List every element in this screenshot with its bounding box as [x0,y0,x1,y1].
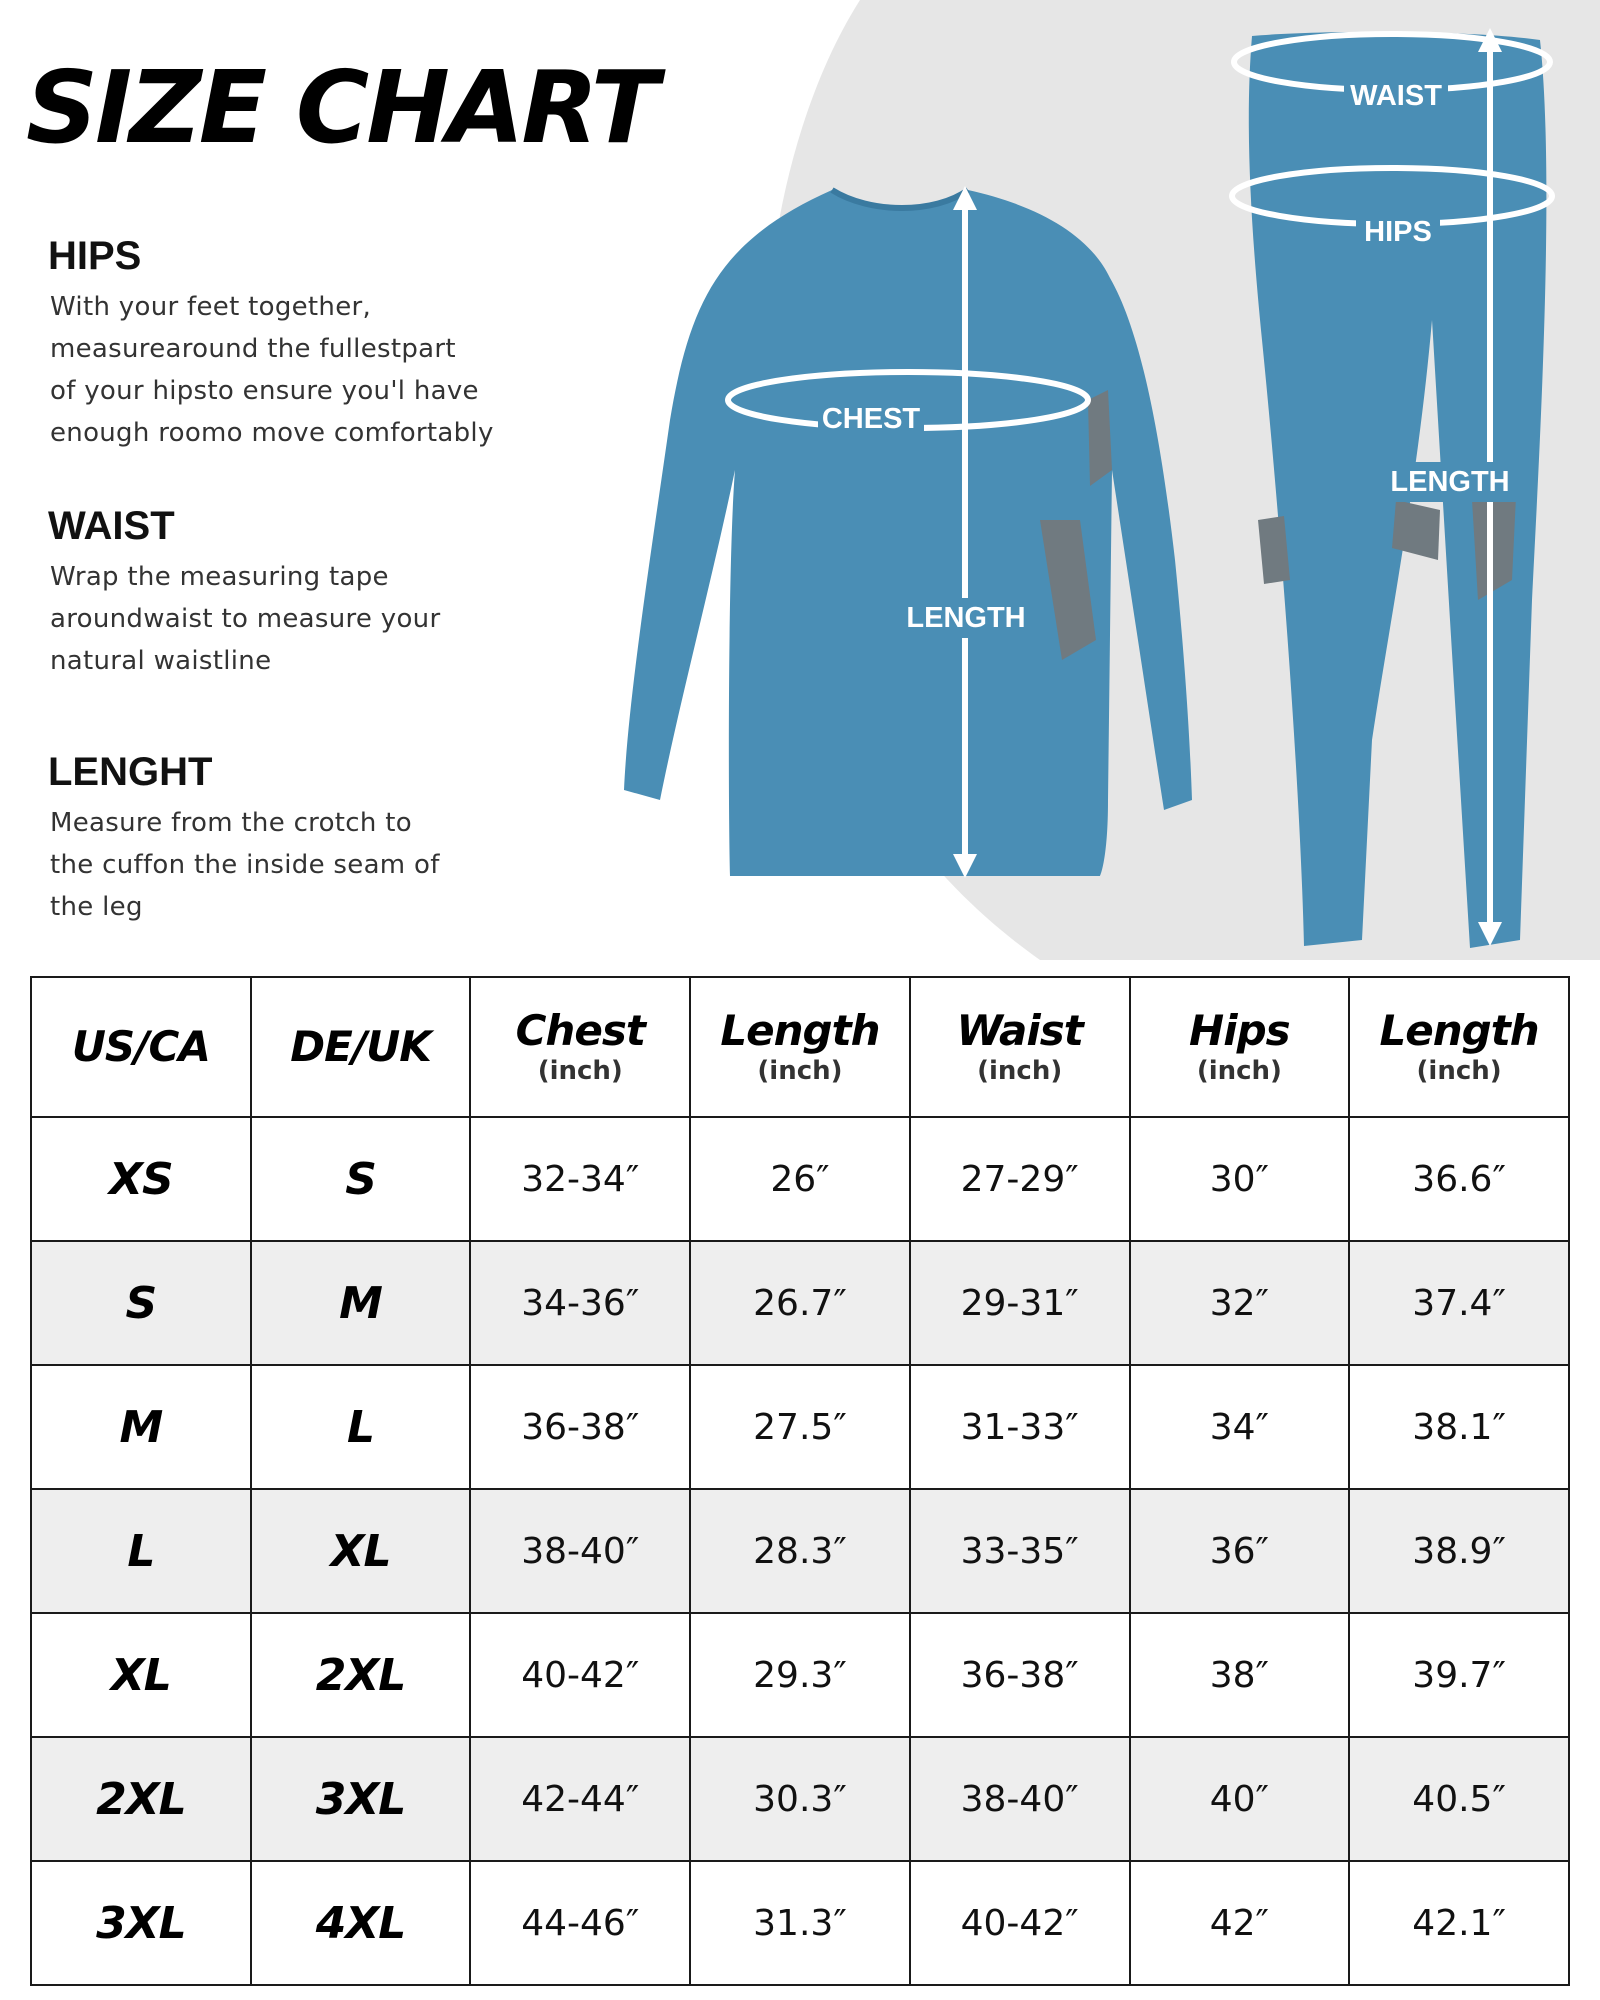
waist-cell: 31-33″ [910,1365,1130,1489]
hips-cell: 32″ [1130,1241,1350,1365]
hips-cell: 40″ [1130,1737,1350,1861]
waist-line: aroundwaist to measure your [50,604,441,634]
chest-cell: 44-46″ [470,1861,690,1985]
hips-label: HIPS [1364,216,1432,248]
header-label: DE/UK [290,1021,431,1071]
page-title: SIZE CHART [26,49,657,166]
header-label: Waist [956,1005,1083,1055]
shirt-length-cell: 30.3″ [690,1737,910,1861]
chest-cell: 36-38″ [470,1365,690,1489]
header-unit: (inch) [1416,1056,1502,1087]
garment-illustration [0,0,1600,980]
uk-size-cell: M [251,1241,471,1365]
hips-heading: HIPS [48,234,142,278]
shirt-length-cell: 26″ [690,1117,910,1241]
length-heading: LENGHT [48,750,213,794]
us-size-cell: 3XL [31,1861,251,1985]
header-unit: (inch) [1196,1056,1282,1087]
hips-cell: 38″ [1130,1613,1350,1737]
shirt-length-cell: 31.3″ [690,1861,910,1985]
shirt-length-cell: 26.7″ [690,1241,910,1365]
header-cell [910,977,1130,1117]
pants-length-cell: 37.4″ [1349,1241,1569,1365]
us-size-cell: S [31,1241,251,1365]
waist-heading: WAIST [48,504,175,548]
waist-cell: 27-29″ [910,1117,1130,1241]
hips-line: With your feet together, [50,292,372,322]
waist-line: Wrap the measuring tape [50,562,389,592]
length-line: Measure from the crotch to [50,808,412,838]
table-row [31,1861,1569,1985]
uk-size-cell: XL [251,1489,471,1613]
header-cell [1130,977,1350,1117]
header-label: Length [1379,1005,1539,1055]
chest-cell: 40-42″ [470,1613,690,1737]
header-label: US/CA [71,1021,210,1071]
pants-length-label: LENGTH [1390,466,1510,498]
waist-cell: 40-42″ [910,1861,1130,1985]
pants-length-cell: 38.9″ [1349,1489,1569,1613]
table-row [31,1737,1569,1861]
header-label: Hips [1189,1005,1290,1055]
uk-size-cell: L [251,1365,471,1489]
waist-cell: 29-31″ [910,1241,1130,1365]
header-unit: (inch) [757,1056,843,1087]
waist-cell: 33-35″ [910,1489,1130,1613]
uk-size-cell: S [251,1117,471,1241]
hips-cell: 30″ [1130,1117,1350,1241]
shirt-length-label: LENGTH [906,602,1026,634]
hips-line: measurearound the fullestpart [50,334,456,364]
hips-cell: 34″ [1130,1365,1350,1489]
hips-line: enough roomo move comfortably [50,418,494,448]
waist-label: WAIST [1350,80,1442,112]
waist-cell: 36-38″ [910,1613,1130,1737]
pants-length-cell: 42.1″ [1349,1861,1569,1985]
uk-size-cell: 3XL [251,1737,471,1861]
chest-cell: 38-40″ [470,1489,690,1613]
shirt-length-cell: 29.3″ [690,1613,910,1737]
us-size-cell: XL [31,1613,251,1737]
header-label: Length [720,1005,880,1055]
pants-length-cell: 39.7″ [1349,1613,1569,1737]
header-label: Chest [515,1005,645,1055]
length-line: the cuffon the inside seam of [50,850,440,880]
shirt-length-cell: 28.3″ [690,1489,910,1613]
table-row [31,1241,1569,1365]
chest-cell: 34-36″ [470,1241,690,1365]
shirt-image [624,190,1192,876]
us-size-cell: L [31,1489,251,1613]
header-cell [690,977,910,1117]
table-row [31,1117,1569,1241]
header-cell [1349,977,1569,1117]
chest-cell: 42-44″ [470,1737,690,1861]
length-line: the leg [50,892,143,922]
waist-cell: 38-40″ [910,1737,1130,1861]
waist-line: natural waistline [50,646,272,676]
uk-size-cell: 4XL [251,1861,471,1985]
header-cell [31,977,251,1117]
header-unit: (inch) [977,1056,1063,1087]
us-size-cell: XS [31,1117,251,1241]
size-table [30,976,1570,1986]
table-header-row [31,977,1569,1117]
table-row [31,1613,1569,1737]
hips-cell: 36″ [1130,1489,1350,1613]
uk-size-cell: 2XL [251,1613,471,1737]
table-row [31,1489,1569,1613]
us-size-cell: 2XL [31,1737,251,1861]
hips-cell: 42″ [1130,1861,1350,1985]
chest-label: CHEST [821,403,921,435]
shirt-length-cell: 27.5″ [690,1365,910,1489]
us-size-cell: M [31,1365,251,1489]
pants-length-cell: 40.5″ [1349,1737,1569,1861]
pants-length-cell: 38.1″ [1349,1365,1569,1489]
chest-cell: 32-34″ [470,1117,690,1241]
table-row [31,1365,1569,1489]
pants-length-cell: 36.6″ [1349,1117,1569,1241]
header-cell [251,977,471,1117]
header-unit: (inch) [537,1056,623,1087]
header-cell [470,977,690,1117]
hips-line: of your hipsto ensure you'l have [50,376,479,406]
